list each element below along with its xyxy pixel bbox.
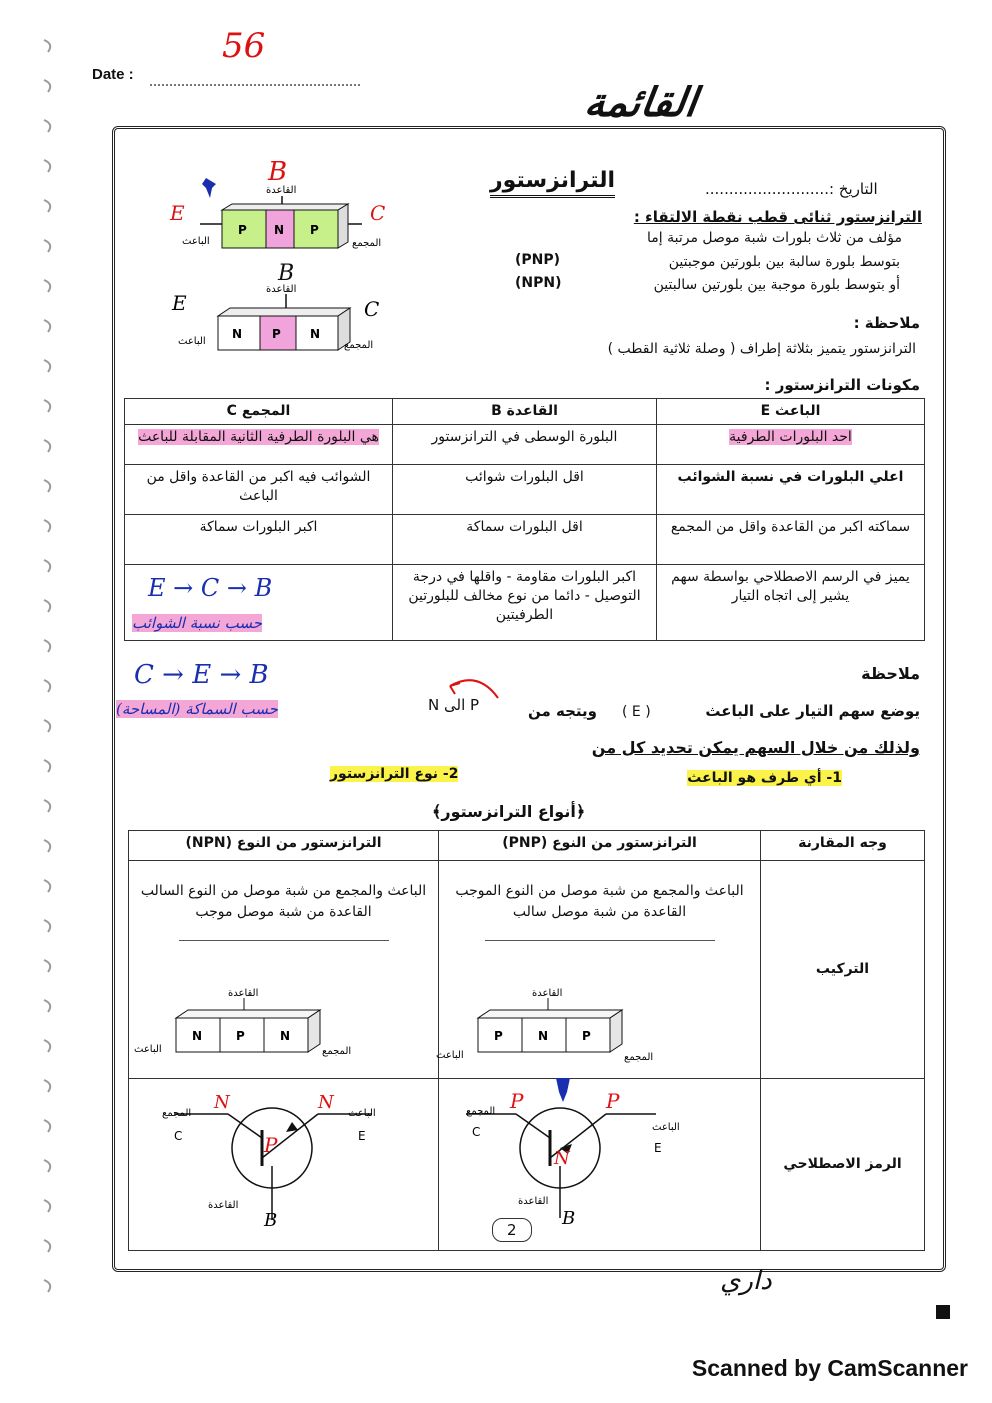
collector-label-bottom: المجمع — [344, 340, 374, 351]
date-field: التاريخ :.......................... — [705, 180, 878, 198]
pnp-sym-base-label: القاعدة — [518, 1196, 549, 1207]
label-b-top: B — [268, 158, 288, 187]
col-emitter-header: الباعث E — [657, 399, 925, 425]
npn-crystal-diagram — [132, 982, 372, 1066]
pnp-npn-crystal-diagrams — [160, 158, 400, 358]
table-cell: اعلي البلورات في نسبة الشوائب — [657, 465, 925, 515]
label-c-top: C — [370, 201, 386, 225]
note2-item-1: 1- أي طرف هو الباعث — [687, 770, 842, 786]
table-cell: اكبر البلورات مقاومة - واقلها في درجة التوصيل - دائما من نوع مخالف للبلورتين الطرفيتين — [393, 565, 657, 641]
npn-sym-hw-left: N — [214, 1092, 230, 1113]
logo-text: القائمة — [581, 80, 700, 126]
pnp-symbol — [456, 1078, 686, 1228]
emitter-label-bottom: الباعث — [178, 336, 206, 347]
pnp-crystal-diagram — [432, 982, 662, 1066]
note2-line2: ولذلك من خلال السهم يمكن تحديد كل من — [591, 738, 920, 757]
note1-text: الترانزستور يتميز بثلاثة إطراف ( وصلة ثلاثية القطب ) — [607, 341, 916, 357]
npn-symbol — [158, 1086, 398, 1232]
scanner-watermark: Scanned by CamScanner — [691, 1355, 968, 1381]
npn-letter-2: P — [236, 1029, 245, 1043]
npn-sym-collector-label: المجمع — [162, 1108, 192, 1119]
col-base-header: القاعدة B — [393, 399, 657, 425]
table-cell: البلورة الوسطى في الترانزستور — [393, 425, 657, 465]
note2-item-2: 2- نوع الترانزستور — [330, 766, 459, 782]
handwritten-note-1: حسب نسبة الشوائب — [132, 614, 262, 632]
intro-heading: الترانزستور ثنائى قطب نقطة الالتقاء : — [633, 208, 922, 226]
npn-letter-3: N — [280, 1029, 291, 1043]
note2-line1-a: يوضع سهم التيار على الباعث — [705, 702, 920, 720]
npn-base-label: القاعدة — [228, 988, 259, 999]
pnp-sym-collector-label: المجمع — [466, 1106, 496, 1117]
npn-text-1: الباعث والمجمع من شبة موصل من النوع السالب — [140, 883, 427, 899]
pnp-text-2: القاعدة من شبة موصل سالب — [512, 903, 687, 920]
arrow-p-to-n — [428, 668, 508, 704]
col-pnp-header: الترانزستور من النوع (PNP) — [439, 831, 761, 861]
npn-sym-hw-mid: P — [264, 1133, 278, 1157]
letter-p-right: P — [310, 223, 319, 237]
label-b-bottom: B — [278, 261, 295, 286]
pnp-base-label: القاعدة — [532, 988, 563, 999]
pnp-sym-e: E — [654, 1141, 662, 1155]
footer-handwriting: داري — [720, 1266, 772, 1296]
collector-label-top: المجمع — [352, 238, 382, 249]
npn-sym-c: C — [174, 1129, 183, 1143]
intro-line-3: أو بتوسط بلورة موجبة بين بلورتين سالبتين — [653, 277, 900, 293]
label-c-bottom: C — [364, 297, 380, 321]
table-cell: الشوائب فيه اكبر من القاعدة واقل من الباعث — [125, 465, 393, 515]
handwritten-seq-1: E → C → B — [148, 574, 273, 602]
pnp-letter-2: N — [538, 1029, 549, 1043]
table-cell: يميز في الرسم الاصطلاحي بواسطة سهم يشير إلى اتجاه التيار — [657, 565, 925, 641]
note2-heading: ملاحظة — [861, 664, 920, 683]
pnp-sym-hw-left: P — [510, 1089, 524, 1113]
pnp-collector-label: المجمع — [624, 1052, 654, 1063]
note2-line1-d: P الى N — [428, 696, 480, 714]
letter-n-right: N — [310, 327, 321, 341]
pnp-sym-b: B — [562, 1208, 576, 1228]
pnp-sym-emitter-label: الباعث — [652, 1122, 680, 1133]
handwritten-seq-2: C → E → B — [134, 660, 269, 690]
base-label-bottom: القاعدة — [266, 284, 297, 295]
label-e-bottom: E — [172, 291, 187, 315]
handwritten-page-mark: 56 — [222, 26, 266, 66]
components-heading: مكونات الترانزستور : — [764, 376, 920, 394]
table-cell: احد البلورات الطرفية — [657, 425, 925, 465]
answer-line — [179, 940, 389, 941]
npn-sym-e: E — [358, 1129, 366, 1143]
note2-line1-b: ( E ) — [622, 704, 651, 720]
types-heading: ﴿أنواع الترانزستور﴾ — [432, 802, 586, 821]
pnp-text-1: الباعث والمجمع من شبة موصل من النوع الموجب — [455, 883, 744, 899]
pnp-letter-1: P — [494, 1029, 503, 1043]
date-line — [150, 84, 360, 86]
pnp-sym-hw-right: P — [606, 1089, 620, 1113]
col-npn-header: الترانزستور من النوع (NPN) — [129, 831, 439, 861]
npn-sym-hw-right: N — [318, 1092, 334, 1113]
letter-n-mid: N — [274, 223, 285, 237]
col-collector-header: المجمع C — [125, 399, 393, 425]
intro-tag-npn: (NPN) — [515, 275, 562, 291]
intro-tag-pnp: (PNP) — [515, 252, 561, 268]
answer-line — [485, 940, 715, 941]
npn-emitter-label: الباعث — [134, 1044, 162, 1055]
table-cell: سماكته اكبر من القاعدة واقل من المجمع — [657, 515, 925, 565]
row-structure-label: التركيب — [761, 861, 925, 1079]
pnp-emitter-label: الباعث — [436, 1050, 464, 1061]
spiral-binding — [0, 0, 80, 1320]
date-label: Date : — [92, 66, 134, 83]
pin-icon — [556, 1078, 570, 1102]
npn-sym-emitter-label: الباعث — [348, 1108, 376, 1119]
npn-letter-1: N — [192, 1029, 203, 1043]
table-cell: هي البلورة الطرفية الثانية المقابلة للباعث — [125, 425, 393, 465]
letter-p-left: P — [238, 223, 247, 237]
note1-heading: ملاحظة : — [853, 314, 920, 332]
table-cell: اكبر البلورات سماكة — [125, 515, 393, 565]
letter-p-mid: P — [272, 327, 281, 341]
table-cell: اقل البلورات شوائب — [393, 465, 657, 515]
col-comparison-header: وجه المقارنة — [761, 831, 925, 861]
npn-text-2: القاعدة من شبة موصل موجب — [195, 903, 372, 920]
intro-line-1: مؤلف من ثلاث بلورات شبة موصل مرتبة إما — [646, 230, 902, 246]
handwritten-note-2: حسب السماكة (المساحة) — [116, 700, 278, 718]
pnp-sym-c: C — [472, 1125, 481, 1139]
pnp-letter-3: P — [582, 1029, 591, 1043]
pin-icon — [202, 178, 216, 198]
note2-line1-c: ويتجه من — [528, 702, 597, 720]
npn-sym-b: B — [264, 1210, 278, 1231]
page-number: 2 — [492, 1218, 532, 1242]
letter-n-left: N — [232, 327, 243, 341]
table-cell: اقل البلورات سماكة — [393, 515, 657, 565]
base-label-top: القاعدة — [266, 185, 297, 196]
components-table — [124, 398, 925, 641]
row-symbol-label: الرمز الاصطلاحي — [761, 1079, 925, 1251]
emitter-label-top: الباعث — [182, 236, 210, 247]
pnp-sym-hw-mid: N — [554, 1148, 570, 1169]
label-e-top: E — [170, 201, 185, 225]
intro-line-2: بتوسط بلورة سالبة بين بلورتين موجبتين — [668, 254, 900, 270]
npn-collector-label: المجمع — [322, 1046, 352, 1057]
scan-marker — [936, 1305, 950, 1319]
page-title: الترانزستور — [490, 168, 615, 198]
npn-sym-base-label: القاعدة — [208, 1200, 239, 1211]
